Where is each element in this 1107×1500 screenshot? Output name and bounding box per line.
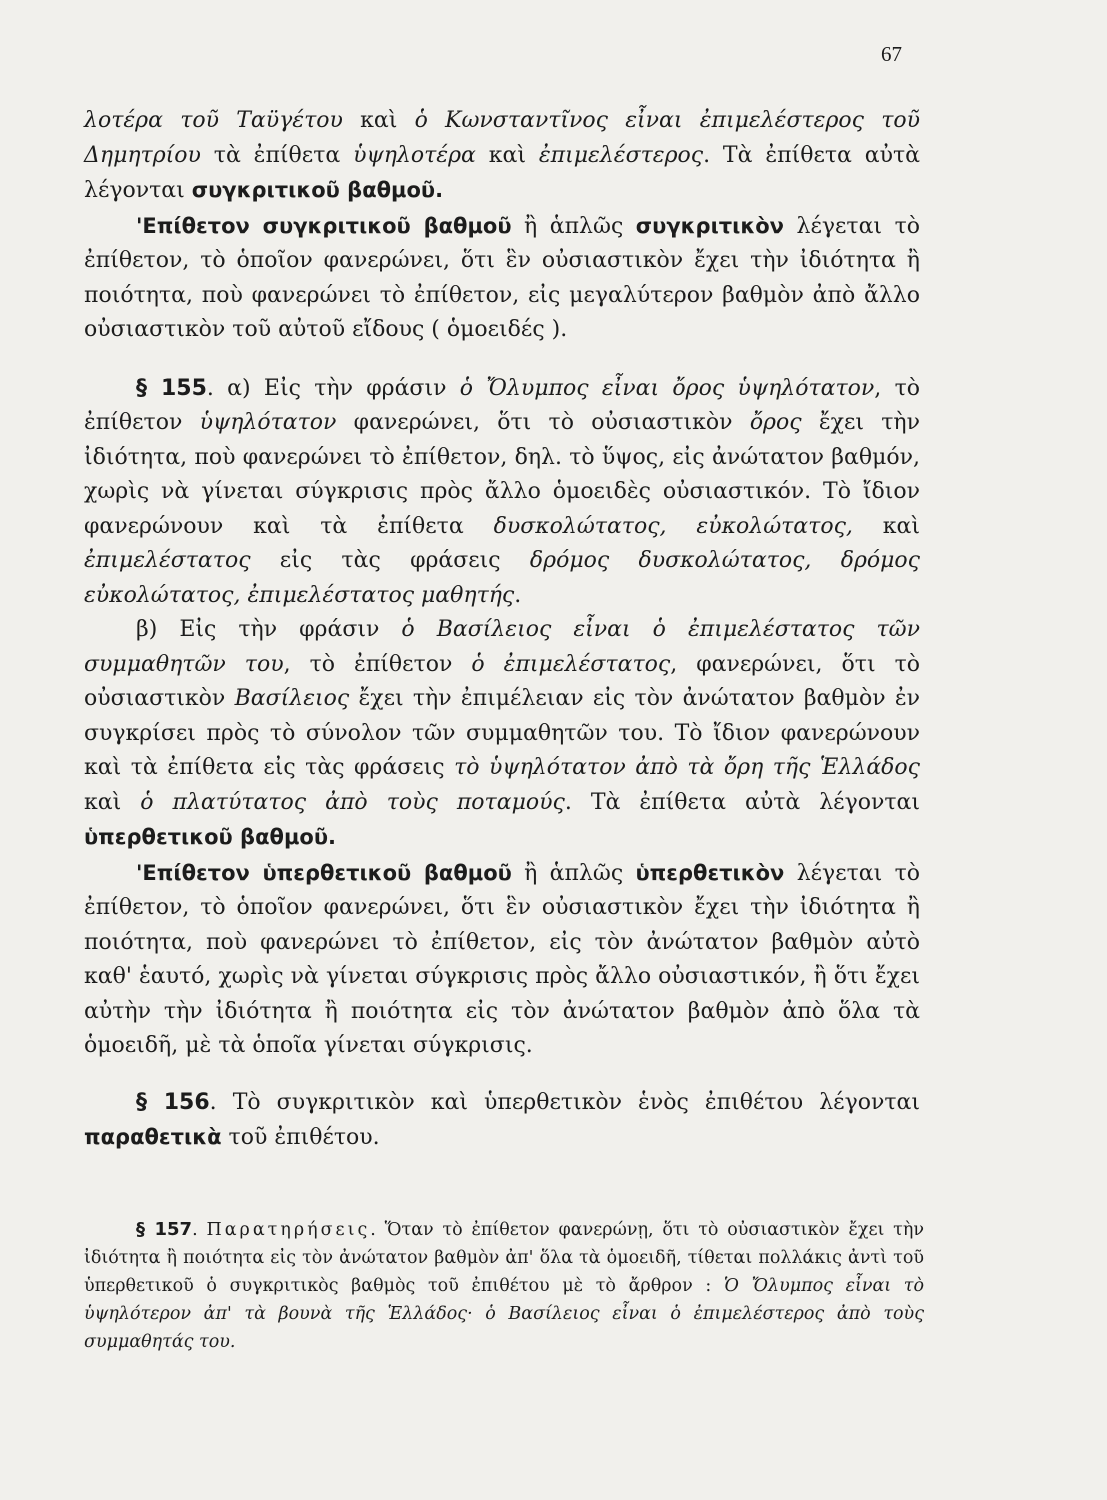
remarks-heading: Παρατηρήσεις: [206, 1220, 371, 1240]
term-bold: 'Επίθετον συγκριτικοῦ βαθμοῦ: [136, 213, 512, 238]
term-bold: συγκριτικὸν: [635, 213, 784, 238]
text-fragment: ὁ ἐπιμελέστατος: [471, 651, 671, 677]
text-fragment: , τὸ ἐπίθετον: [84, 375, 920, 435]
term-bold: παραθετικὰ: [84, 1125, 222, 1149]
text-fragment: δυσκολώτατος, εὐκολώτατος,: [493, 513, 853, 539]
term-bold: ὑπερθετικὸν: [635, 860, 785, 885]
section-number: § 155: [136, 375, 207, 401]
text-fragment: ὄρος: [749, 410, 802, 435]
text-fragment: Βασίλειος: [234, 686, 350, 711]
text-fragment: Ὁ Ὄλυμπος εἶναι τὸ ὑψηλότερον ἀπ' τὰ βουνὰ τῆς Ἑλλάδος· ὁ Βασίλειος εἶναι ὁ ἐπιμελέστερος ἀπὸ τοὺς συμμαθητάς του.: [84, 1276, 925, 1352]
text-fragment: λέγεται τὸ ἐπίθετον, τὸ ὁποῖον φανερώνει, ὅτι ἓν οὐσιαστικὸν ἔχει τὴν ἰδιότητα ἢ ποιότητα, ποὺ φανερώνει τὸ ἐπίθετον, εἰς τὸν ἀνώτατον βαθμὸν αὐτὸ καθ' ἑαυτό, χωρὶς νὰ γίνεται σύγκρισις πρὸς ἄλλο οὐσιαστικόν, ἢ ὅτι ἔχει αὐτὴν τὴν ἰδιότητα ἢ ποιότητα εἰς τὸν ἀνώτατον βαθμὸν ἀπὸ ὅλα τὰ ὁμοειδῆ, μὲ τὰ ὁποῖα γίνεται σύγκρισις.: [84, 860, 920, 1058]
paragraph-intro: [84, 104, 920, 209]
section-number: § 156: [136, 1089, 210, 1115]
text-fragment: . α) Εἰς τὴν φράσιν: [206, 375, 460, 401]
term-bold: ὑπερθετικοῦ βαθμοῦ.: [84, 825, 336, 849]
remarks-note: [84, 1216, 924, 1356]
text-fragment: λέγεται τὸ ἐπίθετον, τὸ ὁποῖον φανερώνει, ὅτι ἓν οὐσιαστικὸν ἔχει τὴν ἰδιότητα ἢ ποιότητα, ποὺ φανερώνει τὸ ἐπίθετον, εἰς μεγαλύτερον βαθμὸν ἀπὸ ἄλλο οὐσιαστικὸν τοῦ αὐτοῦ εἴδους ( ὁμοειδές ).: [84, 213, 920, 342]
text-fragment: ἐπιμελέστατος: [84, 548, 251, 573]
paragraph-definition-comparative: [84, 209, 920, 348]
text-fragment: ὑψηλοτέρα: [353, 142, 476, 168]
paragraph-section-156: [84, 1086, 920, 1156]
text-fragment: β) Εἰς τὴν φράσιν: [136, 617, 402, 642]
text-fragment: ἢ ἁπλῶς: [511, 860, 636, 886]
text-fragment: . Ὅταν τὸ ἐπίθετον φανερώνῃ, ὅτι τὸ οὐσιαστικὸν ἔχει τὴν ἰδιότητα ἢ ποιότητα εἰς τὸν ἀνώτατον βαθμὸν ἀπ' ὅλα τὰ ὁμοειδῆ, τίθεται πολλάκις ἀντὶ τοῦ ὑπερθετικοῦ ὁ συγκριτικὸς βαθμὸς τοῦ ἐπιθέτου μὲ τὸ ἄρθρον :: [84, 1220, 924, 1296]
text-fragment: ὑψηλότατον: [199, 410, 337, 435]
text-fragment: , φανερώνει, ὅτι τὸ οὐσιαστικὸν: [84, 651, 921, 711]
paragraph-definition-superlative: [84, 856, 920, 1064]
text-fragment: . Τὰ ἐπίθετα αὐτὰ λέγονται: [564, 789, 920, 815]
text-fragment: .: [192, 1220, 207, 1240]
term-bold: 'Επίθετον ὑπερθετικοῦ βαθμοῦ: [136, 860, 512, 885]
text-fragment: . Τὸ συγκριτικὸν καὶ ὑπερθετικὸν ἑνὸς ἐπιθέτου λέγονται: [209, 1089, 920, 1115]
text-fragment: καὶ: [342, 108, 415, 133]
text-fragment: καὶ: [852, 513, 920, 539]
text-fragment: καὶ: [475, 142, 539, 168]
paragraph-section-155b: [84, 613, 920, 856]
text-fragment: ὁ Ὄλυμπος εἶναι ὄρος ὑψηλότατον: [459, 375, 875, 401]
section-number: § 157: [136, 1219, 193, 1240]
text-fragment: τὸ ὑψηλότατον ἀπὸ τὰ ὄρη τῆς Ἑλλάδος: [454, 755, 920, 780]
text-fragment: ἔχει τὴν ἐπιμέλειαν εἰς τὸν ἀνώτατον βαθμὸν ἐν συγκρίσει πρὸς τὸ σύνολον τῶν συμμαθητῶν του. Τὸ ἴδιον φανερώνουν καὶ τὰ ἐπίθετα εἰς τὰς φράσεις: [84, 686, 921, 780]
text-fragment: τοῦ ἐπιθέτου.: [221, 1125, 380, 1150]
paragraph-section-157: [84, 1216, 924, 1356]
text-fragment: ὁ πλατύτατος ἀπὸ τοὺς ποταμούς: [140, 789, 565, 815]
text-fragment: καὶ: [84, 789, 141, 815]
text-fragment: ἔχει τὴν ἰδιότητα, ποὺ φανερώνει τὸ ἐπίθετον, δηλ. τὸ ὕψος, εἰς ἀνώτατον βαθμόν, χωρὶς νὰ γίνεται σύγκρισις πρὸς ἄλλο ὁμοειδὲς οὐσιαστικόν. Τὸ ἴδιον φανερώνουν καὶ τὰ ἐπίθετα: [84, 410, 920, 539]
text-fragment: τὰ ἐπίθετα: [200, 142, 354, 168]
paragraph-section-155a: [84, 372, 920, 614]
text-fragment: εἰς τὰς φράσεις: [250, 548, 530, 573]
text-fragment: ἢ ἁπλῶς: [511, 213, 636, 239]
text-fragment: .: [514, 582, 522, 608]
text-fragment: , τὸ ἐπίθετον: [283, 651, 472, 677]
page-number: 67: [881, 42, 902, 66]
text-fragment: λοτέρα τοῦ Ταϋγέτου: [84, 108, 343, 133]
text-fragment: ὁ Βασίλειος εἶναι ὁ ἐπιμελέστατος τῶν συμμαθητῶν του: [84, 617, 920, 677]
text-fragment: δρόμος δυσκολώτατος, δρόμος εὐκολώτατος, ἐπιμελέστατος μαθητής: [84, 548, 920, 608]
text-fragment: ἐπιμελέστερος: [538, 142, 704, 168]
term-bold: συγκριτικοῦ βαθμοῦ.: [191, 178, 444, 202]
text-fragment: φανερώνει, ὅτι τὸ οὐσιαστικὸν: [336, 410, 750, 435]
text-fragment: . Τὰ ἐπίθετα αὐτὰ λέγονται: [84, 142, 921, 203]
main-text: [84, 104, 920, 1156]
text-fragment: ὁ Κωνσταντῖνος εἶναι ἐπιμελέστερος τοῦ Δημητρίου: [84, 108, 920, 168]
